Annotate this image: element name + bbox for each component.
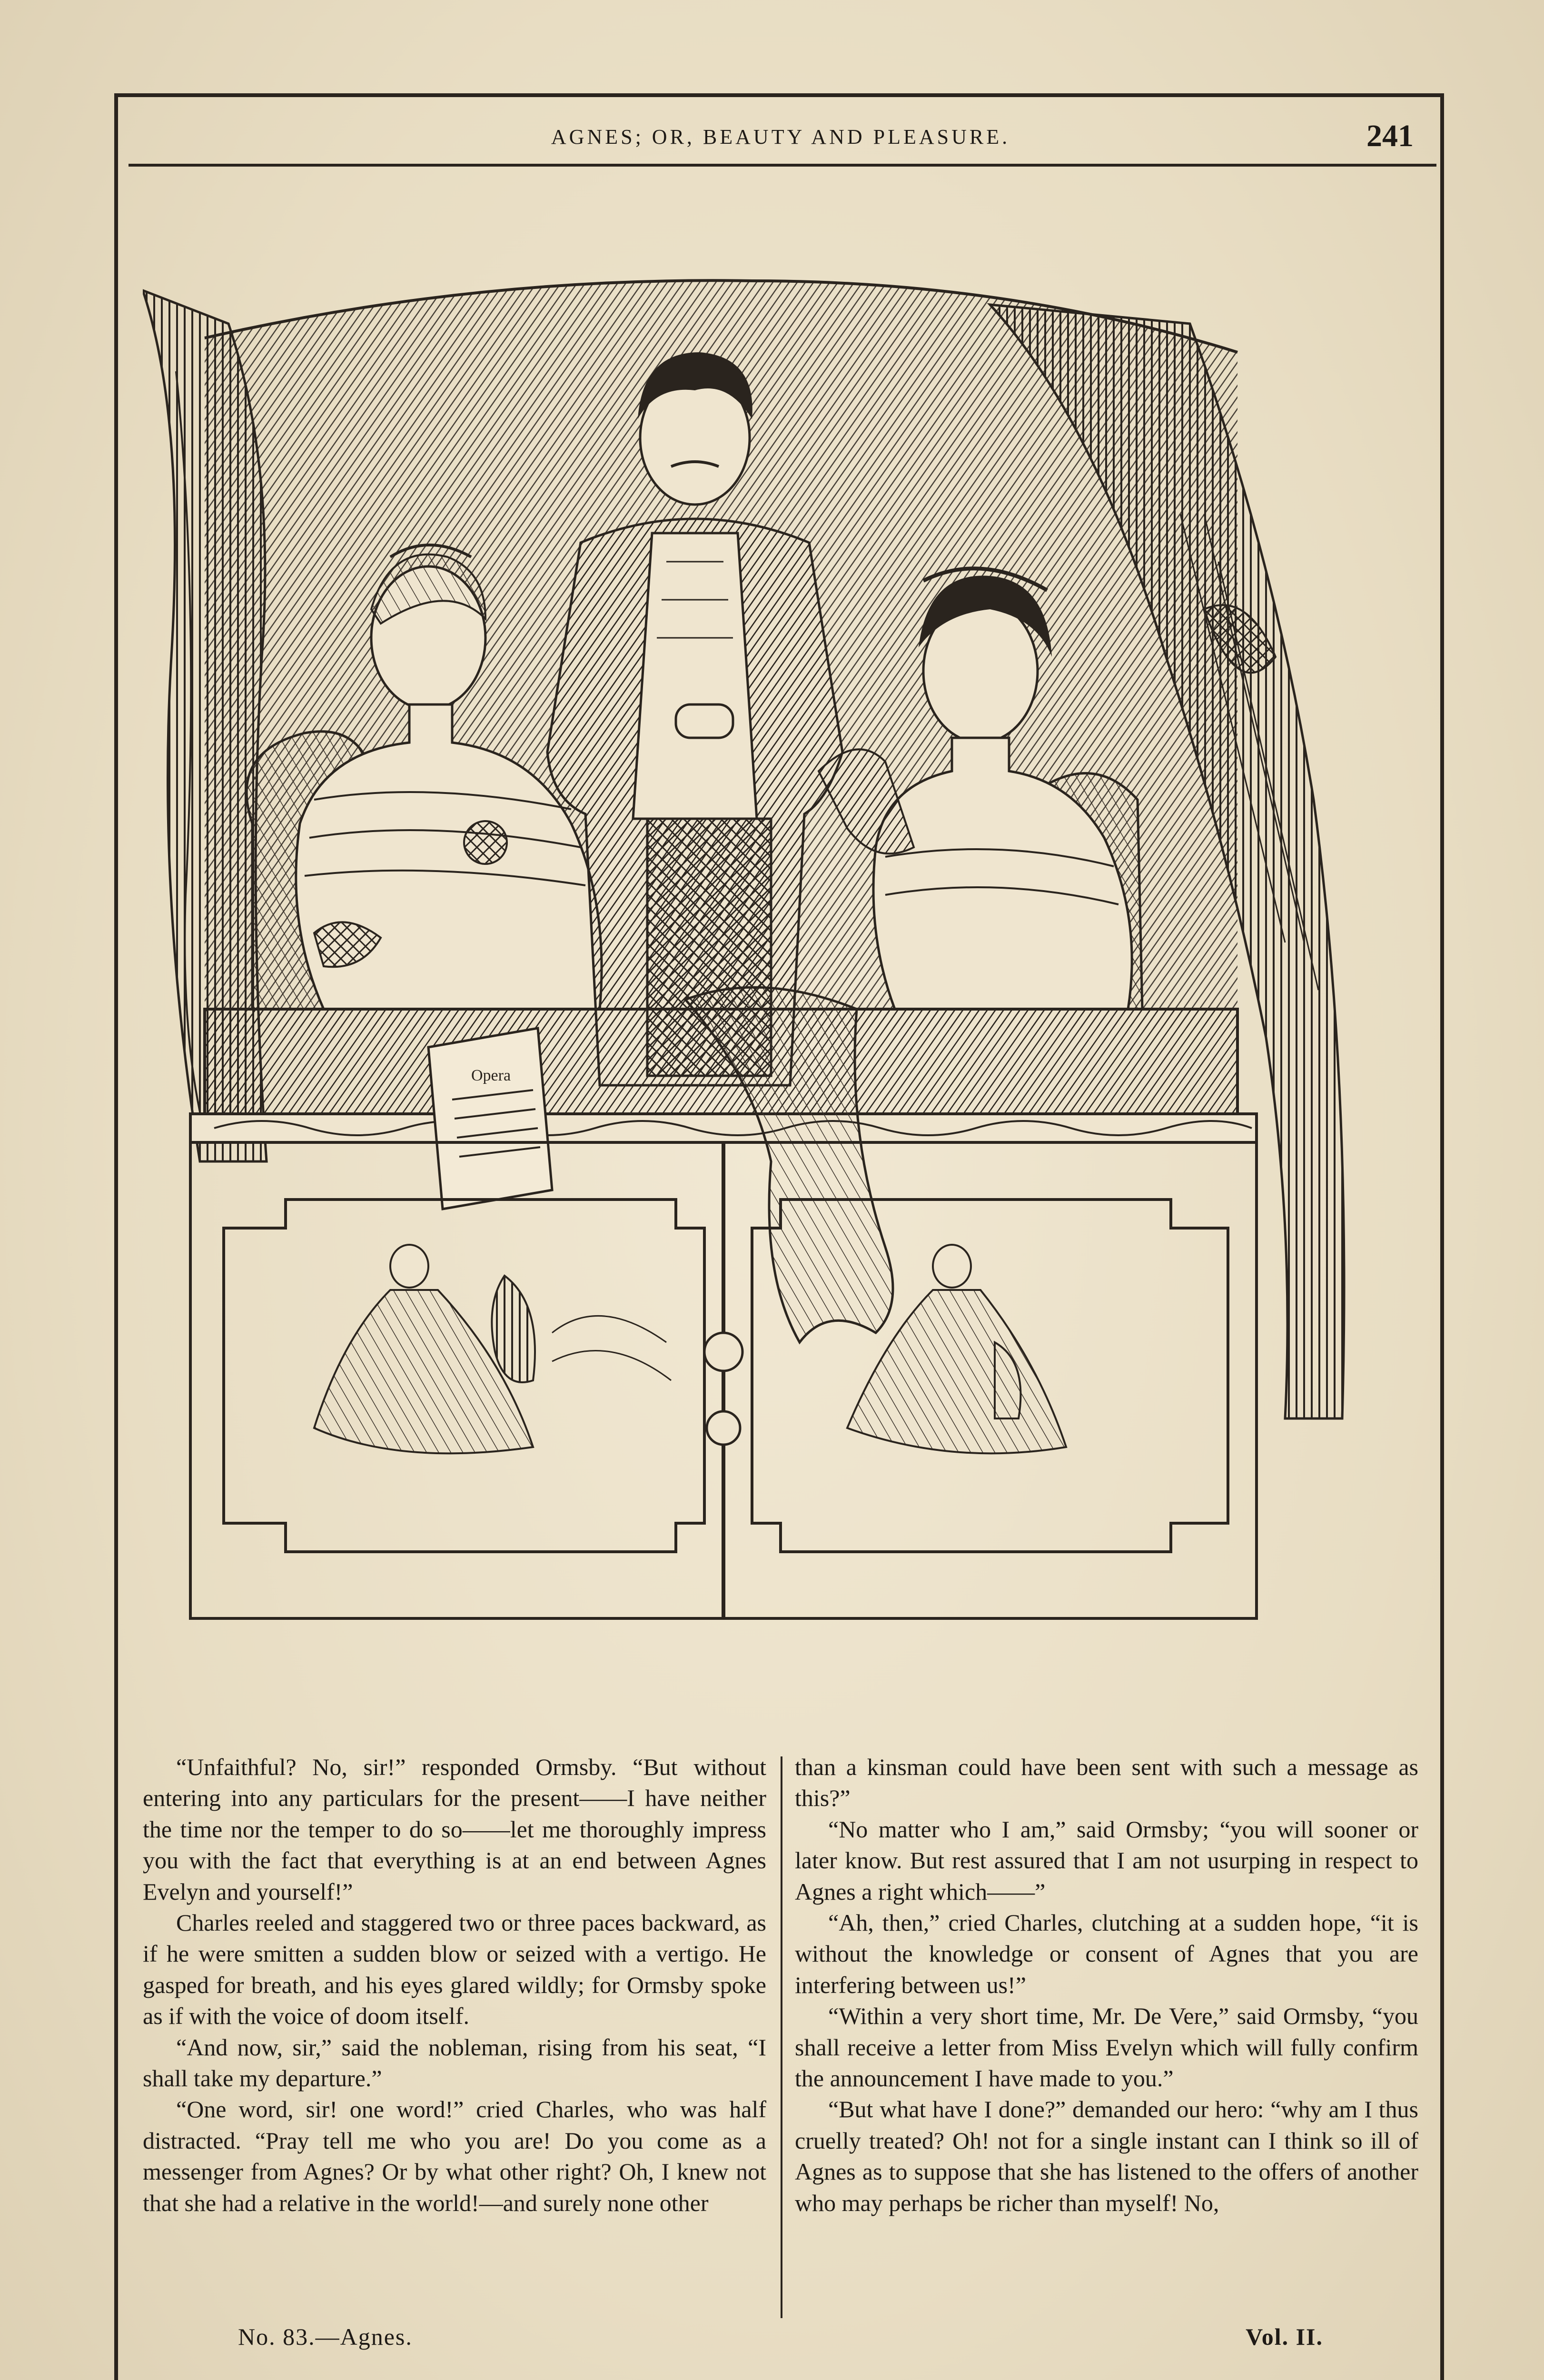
paragraph: “But what have I done?” demanded our hero: “why am I thus cruelly treated? Oh! not for a single instant can I think so ill of Agnes as to suppose that she has listened to the offers of another who may perhaps be richer than myself! No, <box>795 2096 1418 2216</box>
paragraph: Charles reeled and staggered two or three paces backward, as if he were smitten a sudden blow or seized with a vertigo. He gasped for breath, and his eyes glared wildly; for Ormsby spoke as if with the voice of doom itself. <box>143 1909 766 2030</box>
paragraph: “Within a very short time, Mr. De Vere,” said Ormsby, “you shall receive a letter from Miss Evelyn which will fully confirm the announcement I have made to you.” <box>795 2003 1418 2092</box>
muse-with-lyre-left <box>314 1245 671 1453</box>
paragraph: “And now, sir,” said the nobleman, rising from his seat, “I shall take my departure.” <box>143 2033 766 2092</box>
engraving-svg <box>143 228 1371 1676</box>
running-title: AGNES; OR, BEAUTY AND PLEASURE. <box>551 125 1010 149</box>
paragraph: “Unfaithful? No, sir!” responded Ormsby. “But without entering into any particulars for the present——I have neither the time nor the temper to do so——let me thoroughly impress you with the fact that everything is at an end between Agnes Evelyn and yourself!” <box>143 1754 766 1905</box>
page-number: 241 <box>1366 119 1414 153</box>
paragraph: than a kinsman could have been sent with such a message as this?” <box>795 1754 1418 1812</box>
text-column-right <box>795 1752 1418 2219</box>
volume-label: Vol. II. <box>1246 2323 1323 2350</box>
column-divider <box>781 1756 782 2318</box>
opera-box-engraving <box>143 228 1371 1676</box>
header-rule <box>129 164 1436 167</box>
article-text <box>143 1752 1418 2337</box>
paragraph: “Ah, then,” cried Charles, clutching at a sudden hope, “it is without the knowledge or consent of Agnes that you are interfering between us!” <box>795 1909 1418 1998</box>
paragraph: “No matter who I am,” said Ormsby; “you will sooner or later know. But rest assured that I am not usurping in respect to Agnes a right which——” <box>795 1815 1418 1905</box>
issue-signature: No. 83.—Agnes. <box>238 2323 413 2350</box>
programme-title: Opera <box>471 1067 511 1084</box>
opera-glasses <box>676 704 733 738</box>
running-head <box>129 118 1433 162</box>
text-column-left <box>143 1752 766 2219</box>
opera-programme <box>428 1028 552 1209</box>
paragraph: “One word, sir! one word!” cried Charles, who was half distracted. “Pray tell me who you are! Do you come as a messenger from Agnes? Or by what other right? Oh, I knew not that she had a relative in the world!—and surely none other <box>143 2096 766 2216</box>
page-footer <box>143 2323 1418 2361</box>
